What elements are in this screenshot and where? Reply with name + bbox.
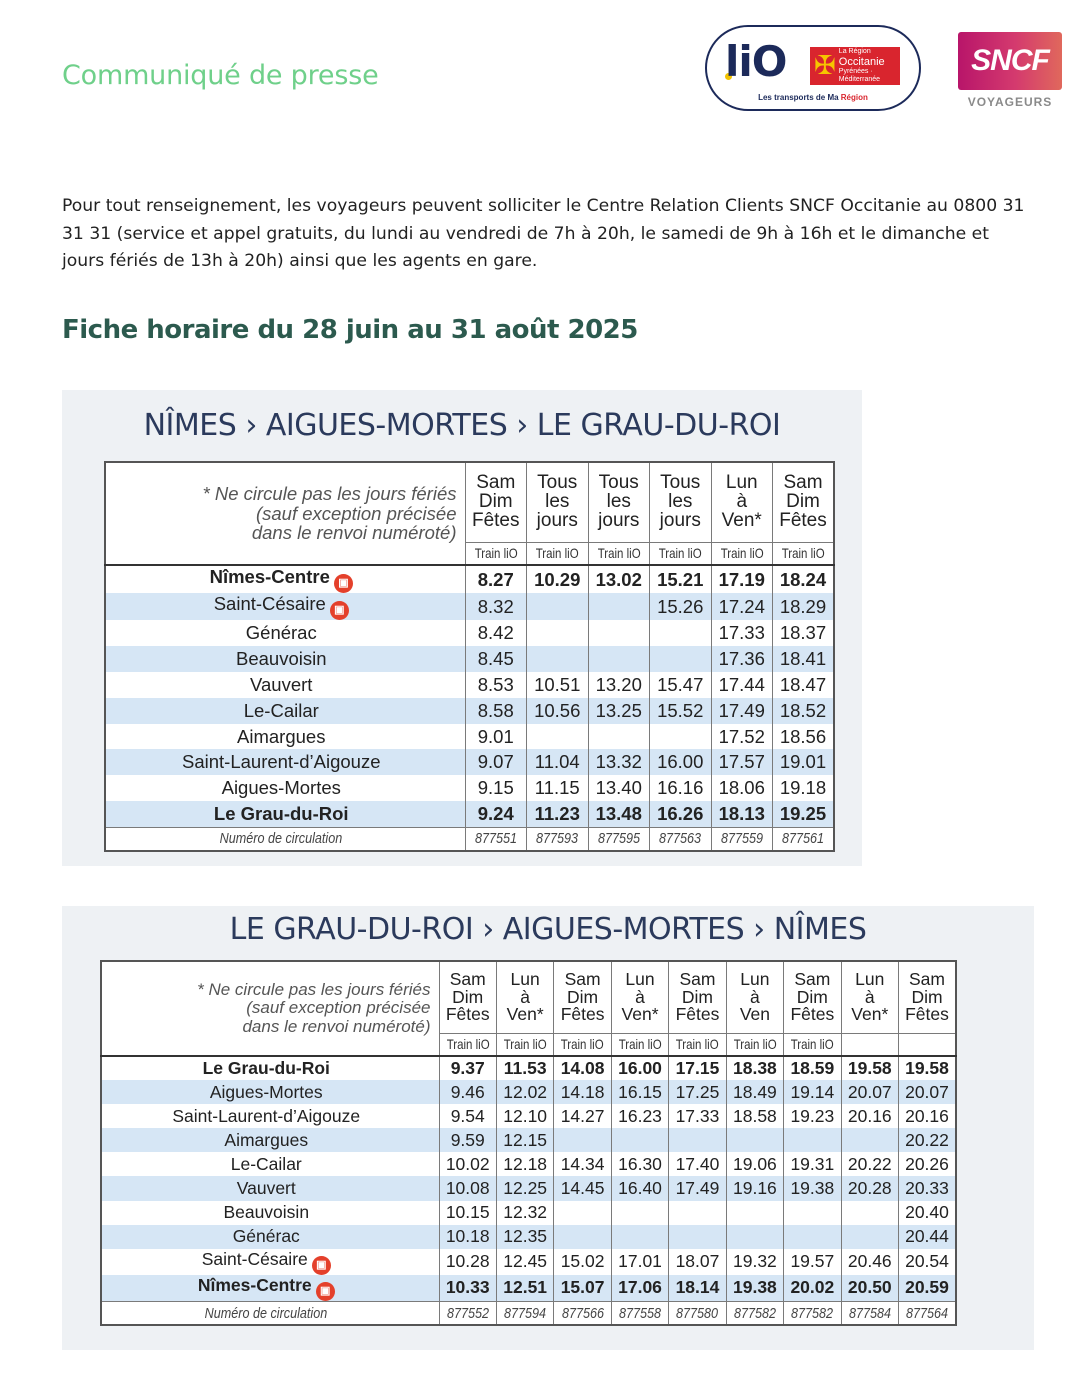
departure-time: 16.40 (611, 1176, 668, 1200)
departure-time: 8.42 (465, 620, 527, 646)
note-line: dans le renvoi numéroté) (251, 522, 457, 544)
departure-time: 11.04 (527, 749, 589, 775)
train-type: Train liO (588, 542, 650, 565)
occitan-cross-icon: ✠ (814, 51, 836, 81)
train-type: Train liO (611, 1033, 668, 1056)
table-row (101, 1275, 956, 1302)
departure-time: 15.02 (554, 1249, 611, 1275)
departure-time: 20.16 (899, 1104, 957, 1128)
departure-time: 8.32 (465, 593, 527, 620)
circulation-number: 877558 (611, 1301, 668, 1325)
train-type: Train liO (465, 542, 527, 565)
departure-time: 10.28 (439, 1249, 496, 1275)
departure-time (841, 1201, 898, 1225)
column-header-days: Tous les jours (527, 462, 589, 542)
circulation-number: 877584 (841, 1301, 898, 1325)
station-name: Aimargues (237, 725, 326, 747)
departure-time: 10.08 (439, 1176, 496, 1200)
note-line: dans le renvoi numéroté) (242, 1016, 431, 1036)
station-name: Aimargues (101, 1128, 439, 1152)
departure-time: 18.38 (726, 1056, 783, 1080)
circulation-number: 877566 (554, 1301, 611, 1325)
departure-time: 20.02 (784, 1275, 841, 1302)
departure-time (784, 1225, 841, 1249)
table-row (101, 1249, 956, 1275)
departure-time: 20.54 (899, 1249, 957, 1275)
note-line: * Ne circule pas les jours fériés (202, 482, 457, 504)
departure-time: 20.50 (841, 1275, 898, 1302)
column-header-days: Lun à Ven (726, 961, 783, 1033)
departure-time: 12.35 (496, 1225, 553, 1249)
train-type: Train liO (773, 542, 835, 565)
station-name: Générac (101, 1225, 439, 1249)
circulation-number: 877582 (784, 1301, 841, 1325)
train-type: Train liO (439, 1033, 496, 1056)
train-type: Train liO (527, 542, 589, 565)
table-row (101, 1176, 956, 1200)
column-header-days: Lun à Ven* (611, 961, 668, 1033)
departure-time: 17.19 (711, 565, 773, 593)
lio-tagline: Les transports de Ma Région (758, 93, 868, 102)
departure-time: 18.52 (773, 698, 835, 724)
departure-time: 17.24 (711, 593, 773, 620)
departure-time (611, 1225, 668, 1249)
departure-time: 18.06 (711, 775, 773, 801)
departure-time (784, 1128, 841, 1152)
station-name: Vauvert (250, 673, 313, 695)
departure-time: 14.18 (554, 1080, 611, 1104)
note-line: * Ne circule pas les jours fériés (197, 979, 431, 999)
region-occitanie-logo (810, 47, 900, 85)
station-name: Beauvoisin (223, 1202, 310, 1223)
sncf-voyageurs-logo (958, 32, 1062, 114)
departure-time (726, 1128, 783, 1152)
train-type: Train liO (650, 542, 712, 565)
departure-time: 9.24 (465, 801, 527, 827)
table-row (105, 672, 834, 698)
departure-time: 20.07 (899, 1080, 957, 1104)
train-type (899, 1033, 957, 1056)
departure-time: 8.45 (465, 646, 527, 672)
circulation-number: 877552 (439, 1301, 496, 1325)
station-name: Nîmes-Centre ▣ (105, 565, 465, 593)
departure-time: 16.00 (611, 1056, 668, 1080)
table-row (105, 620, 834, 646)
departure-time (527, 724, 589, 750)
region-name: Occitanie (838, 56, 885, 68)
departure-time (650, 620, 712, 646)
station-name: Aigues-Mortes (101, 1080, 439, 1104)
departure-time: 10.51 (527, 672, 589, 698)
departure-time (841, 1225, 898, 1249)
train-type: Train liO (496, 1033, 553, 1056)
departure-time: 17.49 (669, 1176, 726, 1200)
departure-time: 19.57 (784, 1249, 841, 1275)
departure-time: 12.45 (496, 1249, 553, 1275)
departure-time: 20.44 (899, 1225, 957, 1249)
departure-time: 17.25 (669, 1080, 726, 1104)
departure-time: 11.15 (527, 775, 589, 801)
departure-time: 17.33 (711, 620, 773, 646)
departure-time (588, 620, 650, 646)
departure-time: 10.18 (439, 1225, 496, 1249)
departure-time: 19.25 (773, 801, 835, 827)
intro-paragraph: Pour tout renseignement, les voyageurs peuvent solliciter le Centre Relation Clients SNCF Occitanie au 0800 31 31 31 (service et appel gratuits, du lundi au vendredi de 7h à 20h, le samedi de 9h à 16h et le dimanche et jours fériés de 13h à 20h) ainsi que les agents en gare. (62, 196, 1025, 271)
departure-time: 18.59 (784, 1056, 841, 1080)
departure-time: 17.57 (711, 749, 773, 775)
departure-time: 20.16 (841, 1104, 898, 1128)
departure-time: 18.41 (773, 646, 835, 672)
departure-time: 12.51 (496, 1275, 553, 1302)
circulation-number: 877551 (465, 827, 527, 851)
circulation-number-label: Numéro de circulation (101, 1301, 439, 1325)
bus-icon: ▣ (334, 574, 353, 593)
departure-time: 18.07 (669, 1249, 726, 1275)
table-row (101, 1225, 956, 1249)
table-row (105, 565, 834, 593)
table-row (105, 801, 834, 827)
timetable-outbound (104, 461, 835, 852)
timetable-return (100, 960, 957, 1326)
train-type: Train liO (554, 1033, 611, 1056)
station-name: Saint-Césaire ▣ (101, 1249, 439, 1275)
departure-time: 17.49 (711, 698, 773, 724)
circulation-number: 877582 (726, 1301, 783, 1325)
table-row (105, 749, 834, 775)
sncf-wordmark: SNCF (971, 44, 1049, 77)
departure-time: 13.20 (588, 672, 650, 698)
departure-time: 17.36 (711, 646, 773, 672)
timetable-sheet-title: Fiche horaire du 28 juin au 31 août 2025 (62, 315, 638, 345)
column-header-days: Sam Dim Fêtes (465, 462, 527, 542)
circulation-number: 877563 (650, 827, 712, 851)
departure-time: 12.15 (496, 1128, 553, 1152)
departure-time (726, 1201, 783, 1225)
departure-time: 16.15 (611, 1080, 668, 1104)
column-header-days: Lun à Ven* (711, 462, 773, 542)
departure-time: 19.01 (773, 749, 835, 775)
column-header-days: Sam Dim Fêtes (773, 462, 835, 542)
departure-time: 17.52 (711, 724, 773, 750)
departure-time: 15.47 (650, 672, 712, 698)
column-header-days: Sam Dim Fêtes (669, 961, 726, 1033)
departure-time: 17.44 (711, 672, 773, 698)
departure-time: 20.59 (899, 1275, 957, 1302)
column-header-days: Sam Dim Fêtes (554, 961, 611, 1033)
station-name: Le Grau-du-Roi (101, 1056, 439, 1080)
table-row (101, 1104, 956, 1128)
region-top-label: La Région (838, 48, 871, 55)
departure-time (611, 1128, 668, 1152)
departure-time: 20.26 (899, 1152, 957, 1176)
train-type (841, 1033, 898, 1056)
departure-time: 18.29 (773, 593, 835, 620)
column-header-days: Lun à Ven* (841, 961, 898, 1033)
departure-time: 20.22 (899, 1128, 957, 1152)
departure-time: 9.01 (465, 724, 527, 750)
timetable-title: LE GRAU-DU-ROI › AIGUES-MORTES › NÎMES (229, 912, 867, 947)
departure-time: 13.02 (588, 565, 650, 593)
departure-time: 19.14 (784, 1080, 841, 1104)
bus-icon: ▣ (312, 1256, 331, 1275)
departure-time (588, 646, 650, 672)
departure-time (669, 1225, 726, 1249)
departure-time: 18.24 (773, 565, 835, 593)
departure-time: 10.02 (439, 1152, 496, 1176)
note-line: (sauf exception précisée (255, 502, 457, 524)
circulation-number: 877561 (773, 827, 835, 851)
departure-time: 18.37 (773, 620, 835, 646)
departure-time: 15.21 (650, 565, 712, 593)
circulation-number: 877580 (669, 1301, 726, 1325)
departure-time: 17.06 (611, 1275, 668, 1302)
departure-time: 10.15 (439, 1201, 496, 1225)
table-row (101, 1152, 956, 1176)
departure-time (527, 646, 589, 672)
departure-time: 13.25 (588, 698, 650, 724)
departure-time (527, 593, 589, 620)
table-row (105, 698, 834, 724)
departure-time (554, 1128, 611, 1152)
departure-time: 8.58 (465, 698, 527, 724)
departure-time: 17.40 (669, 1152, 726, 1176)
departure-time: 10.33 (439, 1275, 496, 1302)
departure-time: 13.40 (588, 775, 650, 801)
departure-time: 9.07 (465, 749, 527, 775)
departure-time: 19.23 (784, 1104, 841, 1128)
table-row (101, 1056, 956, 1080)
lio-logo-wordmark: liO (725, 37, 787, 86)
sncf-voyageurs-label: VOYAGEURS (967, 95, 1053, 109)
departure-time: 15.26 (650, 593, 712, 620)
region-sub-label: Pyrénées · Méditerranée (838, 68, 881, 83)
note-line: (sauf exception précisée (246, 998, 431, 1018)
station-name: Nîmes-Centre ▣ (101, 1275, 439, 1302)
column-header-days: Sam Dim Fêtes (439, 961, 496, 1033)
table-row (105, 775, 834, 801)
departure-time: 12.18 (496, 1152, 553, 1176)
table-row (101, 1080, 956, 1104)
station-name: Le-Cailar (105, 698, 465, 724)
departure-time: 9.46 (439, 1080, 496, 1104)
departure-time: 19.58 (899, 1056, 957, 1080)
train-type: Train liO (711, 542, 773, 565)
departure-time: 18.49 (726, 1080, 783, 1104)
table-row (105, 724, 834, 750)
station-name: Aigues-Mortes (221, 777, 341, 799)
departure-time: 14.08 (554, 1056, 611, 1080)
circulation-number: 877593 (527, 827, 589, 851)
departure-time: 19.18 (773, 775, 835, 801)
station-name: Le Grau-du-Roi (105, 801, 465, 827)
departure-time: 19.31 (784, 1152, 841, 1176)
departure-time (650, 646, 712, 672)
departure-time: 9.37 (439, 1056, 496, 1080)
departure-time: 17.33 (669, 1104, 726, 1128)
departure-time: 16.26 (650, 801, 712, 827)
timetable-panel-outbound (62, 390, 862, 866)
departure-time (784, 1201, 841, 1225)
departure-time (669, 1201, 726, 1225)
departure-time (841, 1128, 898, 1152)
departure-time: 20.22 (841, 1152, 898, 1176)
departure-time: 19.58 (841, 1056, 898, 1080)
departure-time: 19.38 (726, 1275, 783, 1302)
station-name: Saint-Césaire ▣ (105, 593, 465, 620)
station-name: Beauvoisin (105, 646, 465, 672)
departure-time: 8.27 (465, 565, 527, 593)
departure-time (554, 1201, 611, 1225)
bus-icon: ▣ (330, 601, 349, 620)
departure-time (554, 1225, 611, 1249)
departure-time: 11.53 (496, 1056, 553, 1080)
departure-time: 18.13 (711, 801, 773, 827)
departure-time (588, 593, 650, 620)
departure-time: 20.46 (841, 1249, 898, 1275)
departure-time: 19.16 (726, 1176, 783, 1200)
table-row (105, 593, 834, 620)
departure-time (588, 724, 650, 750)
departure-time: 11.23 (527, 801, 589, 827)
press-release-title: Communiqué de presse (62, 60, 379, 91)
departure-time: 15.07 (554, 1275, 611, 1302)
departure-time: 18.58 (726, 1104, 783, 1128)
station-name: Le-Cailar (230, 1153, 302, 1174)
circulation-number: 877594 (496, 1301, 553, 1325)
column-header-days: Sam Dim Fêtes (899, 961, 957, 1033)
train-type: Train liO (784, 1033, 841, 1056)
bus-icon: ▣ (316, 1282, 335, 1301)
departure-time: 14.27 (554, 1104, 611, 1128)
departure-time: 10.29 (527, 565, 589, 593)
departure-time: 17.15 (669, 1056, 726, 1080)
departure-time: 9.15 (465, 775, 527, 801)
circulation-note (101, 961, 439, 1056)
timetable-panel-return (62, 906, 1034, 1350)
departure-time (726, 1225, 783, 1249)
departure-time: 14.34 (554, 1152, 611, 1176)
departure-time: 9.59 (439, 1128, 496, 1152)
departure-time: 18.14 (669, 1275, 726, 1302)
departure-time: 20.07 (841, 1080, 898, 1104)
table-row (101, 1201, 956, 1225)
departure-time: 16.30 (611, 1152, 668, 1176)
departure-time (669, 1128, 726, 1152)
departure-time: 17.01 (611, 1249, 668, 1275)
departure-time (650, 724, 712, 750)
column-header-days: Sam Dim Fêtes (784, 961, 841, 1033)
departure-time: 12.25 (496, 1176, 553, 1200)
station-name: Saint-Laurent-d’Aigouze (172, 1105, 361, 1126)
station-name: Vauvert (101, 1176, 439, 1200)
column-header-days: Tous les jours (650, 462, 712, 542)
circulation-note (105, 462, 465, 565)
circulation-number: 877564 (899, 1301, 957, 1325)
departure-time: 12.10 (496, 1104, 553, 1128)
train-type: Train liO (726, 1033, 783, 1056)
timetable-title: NÎMES › AIGUES-MORTES › LE GRAU-DU-ROI (143, 408, 781, 443)
departure-time: 19.38 (784, 1176, 841, 1200)
departure-time: 19.06 (726, 1152, 783, 1176)
departure-time (611, 1201, 668, 1225)
departure-time: 18.56 (773, 724, 835, 750)
departure-time: 9.54 (439, 1104, 496, 1128)
table-row (105, 646, 834, 672)
departure-time: 13.48 (588, 801, 650, 827)
departure-time: 8.53 (465, 672, 527, 698)
departure-time: 13.32 (588, 749, 650, 775)
departure-time: 19.32 (726, 1249, 783, 1275)
column-header-days: Tous les jours (588, 462, 650, 542)
departure-time: 16.23 (611, 1104, 668, 1128)
table-row (101, 1128, 956, 1152)
circulation-number: 877595 (588, 827, 650, 851)
departure-time: 20.40 (899, 1201, 957, 1225)
departure-time: 10.56 (527, 698, 589, 724)
column-header-days: Lun à Ven* (496, 961, 553, 1033)
departure-time: 20.28 (841, 1176, 898, 1200)
circulation-number-label: Numéro de circulation (105, 827, 465, 851)
departure-time: 20.33 (899, 1176, 957, 1200)
departure-time: 18.47 (773, 672, 835, 698)
train-type: Train liO (669, 1033, 726, 1056)
departure-time: 14.45 (554, 1176, 611, 1200)
circulation-number: 877559 (711, 827, 773, 851)
departure-time: 12.32 (496, 1201, 553, 1225)
station-name: Saint-Laurent-d’Aigouze (105, 749, 465, 775)
departure-time: 16.00 (650, 749, 712, 775)
departure-time (527, 620, 589, 646)
departure-time: 16.16 (650, 775, 712, 801)
departure-time: 12.02 (496, 1080, 553, 1104)
departure-time: 15.52 (650, 698, 712, 724)
lio-logo (705, 25, 921, 111)
station-name: Générac (245, 621, 317, 643)
